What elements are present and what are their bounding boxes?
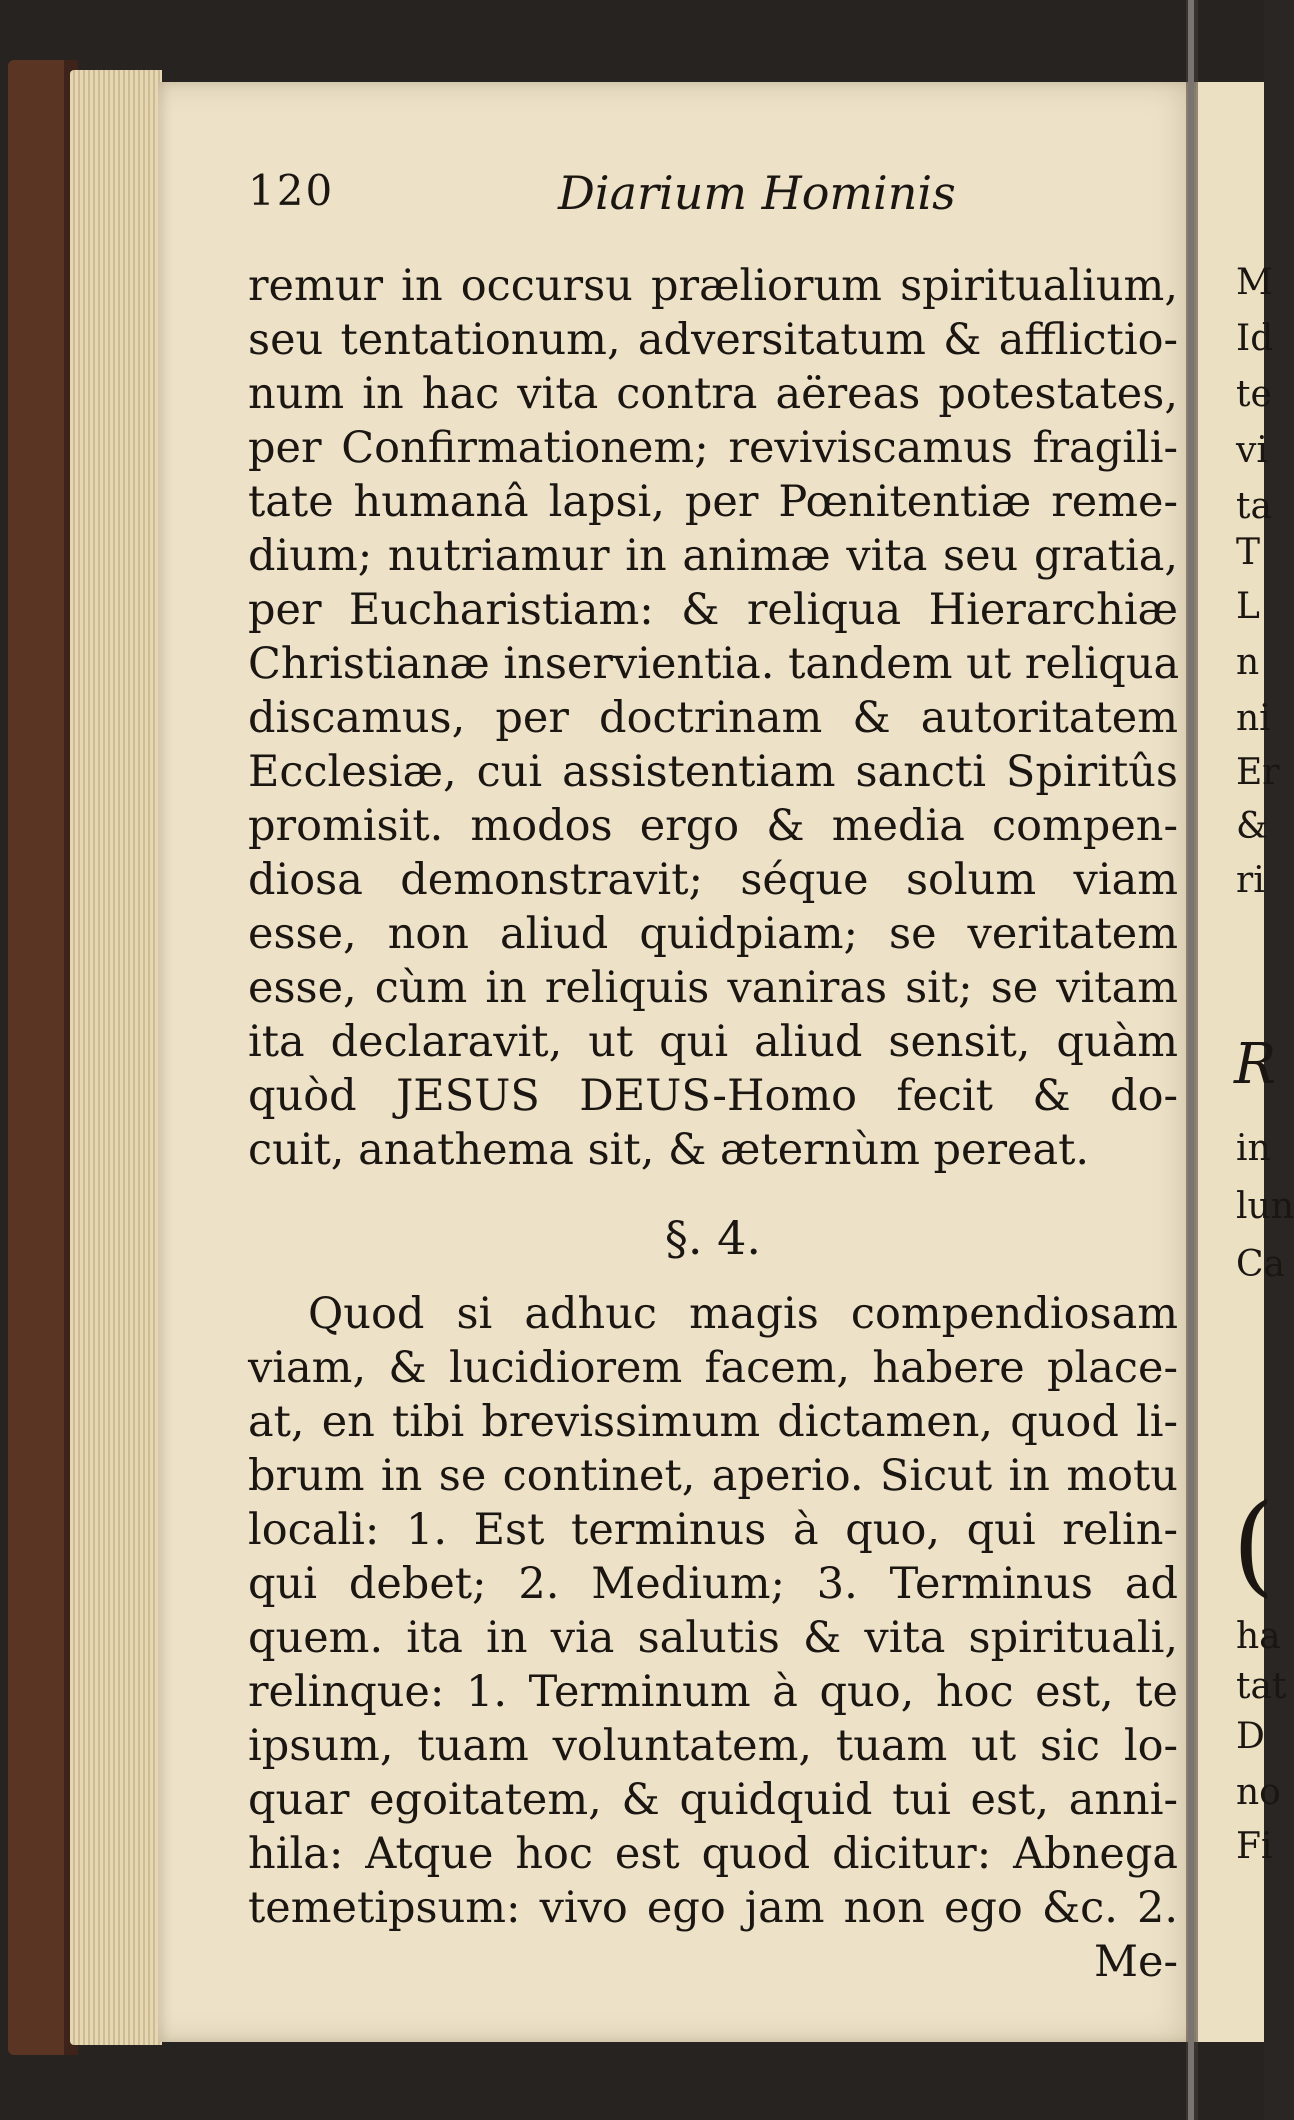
facing-fragment: ni [1236,698,1271,739]
text-line: esse, non aliud quidpiam; se veritatem [248,909,1178,959]
text-line: tate humanâ lapsi, per Pœnitentiæ reme- [248,477,1178,527]
facing-fragment: T [1236,532,1261,573]
facing-fragment: L [1236,586,1260,627]
text-line: relinque: 1. Terminum à quo, hoc est, te [248,1667,1178,1717]
facing-fragment: M [1236,262,1273,303]
facing-fragment: te [1236,374,1272,415]
text-line: locali: 1. Est terminus à quo, qui relin- [248,1505,1178,1555]
text-line: remur in occursu præliorum spiritualium, [248,261,1178,311]
text-line: quòd JESUS DEUS-Homo fecit & do- [248,1071,1178,1121]
text-line: hila: Atque hoc est quod dicitur: Abnega [248,1829,1178,1879]
facing-fragment: & [1236,806,1269,847]
running-title: Diarium Hominis [558,166,956,220]
text-line: Christianæ inservientia. tandem ut reliqua [248,639,1180,689]
section-heading: §. 4. [664,1211,762,1265]
text-line: ita declaravit, ut qui aliud sensit, quàm [248,1017,1178,1067]
page-edges [70,70,162,2045]
facing-fragment: ha [1236,1616,1281,1657]
text-line: brum in se continet, aperio. Sicut in motu [248,1451,1178,1501]
facing-fragment: Id [1236,318,1274,359]
text-line: quar egoitatem, & quidquid tui est, anni- [248,1775,1178,1825]
text-line: viam, & lucidiorem facem, habere place- [248,1343,1178,1393]
text-line: promisit. modos ergo & media compen- [248,801,1178,851]
facing-fragment: vi [1236,430,1268,471]
facing-fragment: lun [1236,1186,1294,1227]
facing-fragment: n [1236,642,1260,683]
facing-fragment: ta [1236,486,1272,527]
facing-initial: R [1234,1032,1277,1097]
text-line: qui debet; 2. Medium; 3. Terminus ad [248,1559,1178,1609]
text-line: quem. ita in via salutis & vita spirituali, [248,1613,1178,1663]
text-line: dium; nutriamur in animæ vita seu gratia, [248,531,1178,581]
holding-rod [1188,0,1194,2120]
text-line: Ecclesiæ, cui assistentiam sancti Spiritûs [248,747,1178,797]
text-line: num in hac vita contra aëreas potestates, [248,369,1178,419]
text-line: ipsum, tuam voluntatem, tuam ut sic lo- [248,1721,1178,1771]
text-line: Quod si adhuc magis compendiosam [308,1289,1178,1339]
facing-fragment: ri [1236,860,1265,901]
text-line: esse, cùm in reliquis vaniras sit; se vitam [248,963,1178,1013]
text-line: discamus, per doctrinam & autoritatem [248,693,1178,743]
text-line: cuit, anathema sit, & æternùm pereat. [248,1125,1090,1175]
facing-fragment: no [1236,1772,1281,1813]
text-line: seu tentationum, adversitatum & afflictio- [248,315,1178,365]
page-number: 120 [248,166,335,215]
facing-fragment: tat [1236,1666,1287,1707]
page-header [248,166,1178,226]
text-line: per Confirmationem; reviviscamus fragili- [248,423,1178,473]
facing-fragment: Er [1236,752,1280,793]
facing-fragment: Ca [1236,1244,1286,1285]
facing-paren: ( [1232,1480,1275,1608]
facing-fragment: D [1236,1716,1265,1757]
book-cover [8,60,68,2055]
text-line: temetipsum: vivo ego jam non ego &c. 2. [248,1883,1178,1933]
text-line: diosa demonstravit; séque solum viam [248,855,1178,905]
facing-fragment: in [1236,1128,1271,1169]
text-line: per Eucharistiam: & reliqua Hierarchiæ [248,585,1178,635]
text-line: at, en tibi brevissimum dictamen, quod li- [248,1397,1178,1447]
catchword: Me- [1093,1937,1178,1987]
facing-fragment: Fi [1236,1826,1273,1867]
